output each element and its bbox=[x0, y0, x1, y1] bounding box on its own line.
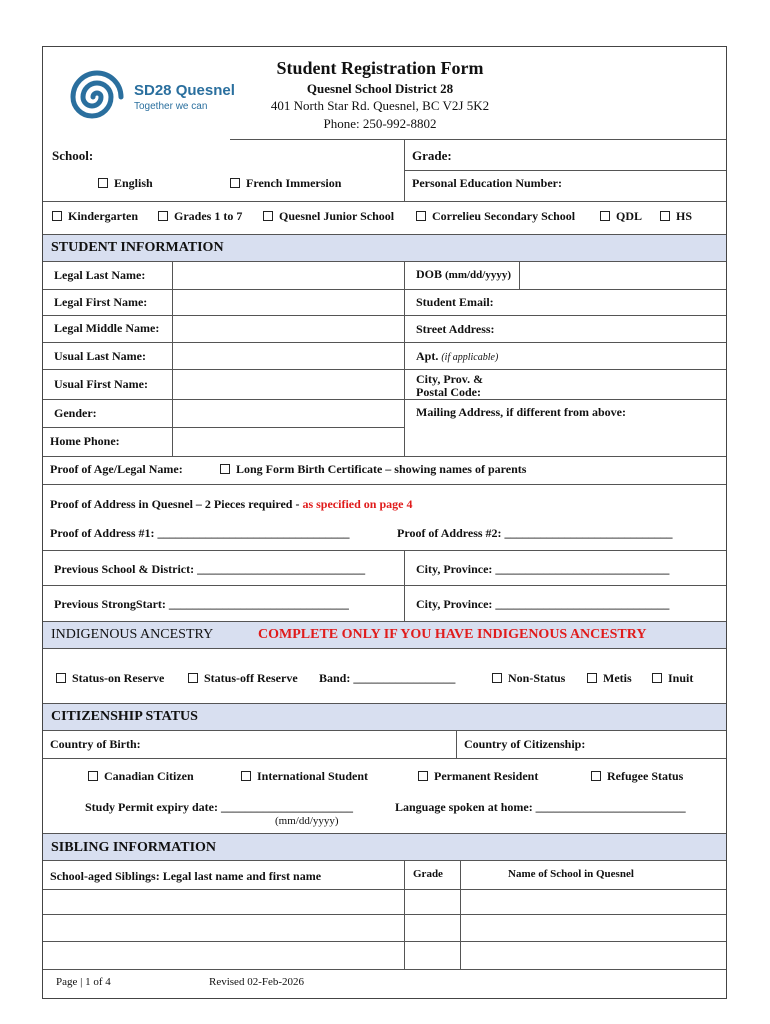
previous-strongstart-field[interactable]: Previous StrongStart: ______________________________ bbox=[54, 597, 349, 611]
international-student-checkbox[interactable] bbox=[241, 771, 251, 781]
proof-of-address-required: Proof of Address in Quesnel – 2 Pieces required - as specified on page 4 bbox=[50, 497, 413, 511]
grade-label: Grade: bbox=[412, 148, 452, 163]
district-phone: Phone: 250-992-8802 bbox=[323, 116, 437, 131]
language-at-home-field[interactable]: Language spoken at home: _________________________ bbox=[395, 800, 686, 814]
city-province-field-1[interactable]: City, Province: _____________________________ bbox=[416, 562, 670, 576]
city-prov-label: City, Prov. & bbox=[416, 372, 484, 386]
canadian-citizen-option[interactable]: Canadian Citizen bbox=[88, 769, 194, 784]
quesnel-junior-checkbox[interactable] bbox=[263, 211, 273, 221]
district-address: 401 North Star Rd. Quesnel, BC V2J 5K2 bbox=[270, 98, 490, 113]
program-hs[interactable]: HS bbox=[660, 209, 692, 224]
status-on-reserve-option[interactable]: Status-on Reserve bbox=[56, 671, 164, 686]
correlieu-checkbox[interactable] bbox=[416, 211, 426, 221]
logo-tagline: Together we can bbox=[134, 101, 208, 112]
international-student-option[interactable]: International Student bbox=[241, 769, 368, 784]
status-on-checkbox[interactable] bbox=[56, 673, 66, 683]
student-info-header: STUDENT INFORMATION bbox=[43, 234, 726, 262]
indigenous-header: INDIGENOUS ANCESTRY COMPLETE ONLY IF YOU HAVE INDIGENOUS ANCESTRY bbox=[43, 621, 726, 649]
hs-checkbox[interactable] bbox=[660, 211, 670, 221]
program-correlieu[interactable]: Correlieu Secondary School bbox=[416, 209, 575, 224]
program-qdl[interactable]: QDL bbox=[600, 209, 642, 224]
apt-label: Apt. (if applicable) bbox=[416, 349, 499, 363]
logo-main-text: SD28 Quesnel bbox=[134, 82, 235, 99]
postal-code-label: Postal Code: bbox=[416, 385, 481, 399]
permanent-resident-option[interactable]: Permanent Resident bbox=[418, 769, 538, 784]
gender-label: Gender: bbox=[54, 406, 97, 420]
grades-1-7-checkbox[interactable] bbox=[158, 211, 168, 221]
kindergarten-checkbox[interactable] bbox=[52, 211, 62, 221]
spiral-logo-icon bbox=[62, 62, 132, 132]
legal-middle-name-label: Legal Middle Name: bbox=[54, 321, 160, 335]
usual-first-name-label: Usual First Name: bbox=[54, 377, 148, 391]
qdl-checkbox[interactable] bbox=[600, 211, 610, 221]
mailing-address-label: Mailing Address, if different from above: bbox=[416, 405, 626, 419]
pen-label: Personal Education Number: bbox=[412, 176, 562, 190]
district-name: Quesnel School District 28 bbox=[306, 81, 454, 96]
street-address-label: Street Address: bbox=[416, 322, 495, 336]
form-title: Student Registration Form bbox=[276, 58, 484, 78]
dob-label: DOB (mm/dd/yyyy) bbox=[416, 267, 512, 281]
english-option[interactable]: English bbox=[98, 176, 153, 191]
refugee-status-option[interactable]: Refugee Status bbox=[591, 769, 683, 784]
revised-date: Revised 02-Feb-2026 bbox=[209, 976, 305, 988]
city-province-field-2[interactable]: City, Province: _____________________________ bbox=[416, 597, 670, 611]
sibling-row-3[interactable] bbox=[44, 942, 404, 969]
birth-certificate-checkbox[interactable] bbox=[220, 464, 230, 474]
sibling-header: SIBLING INFORMATION bbox=[43, 833, 726, 861]
proof-of-age-label: Proof of Age/Legal Name: bbox=[50, 462, 183, 476]
home-phone-label: Home Phone: bbox=[50, 434, 120, 448]
proof-of-address-1[interactable]: Proof of Address #1: ________________________________ bbox=[50, 526, 350, 540]
status-off-checkbox[interactable] bbox=[188, 673, 198, 683]
sibling-grade-column-header: Grade bbox=[413, 868, 443, 880]
inuit-checkbox[interactable] bbox=[652, 673, 662, 683]
previous-school-field[interactable]: Previous School & District: ____________________________ bbox=[54, 562, 366, 576]
country-of-citizenship-label: Country of Citizenship: bbox=[464, 737, 586, 751]
band-field[interactable]: Band: _________________ bbox=[319, 671, 456, 685]
french-immersion-checkbox[interactable] bbox=[230, 178, 240, 188]
sibling-row-2[interactable] bbox=[44, 915, 404, 941]
program-grades-1-7[interactable]: Grades 1 to 7 bbox=[158, 209, 242, 224]
page-number: Page | 1 of 4 bbox=[56, 976, 111, 988]
birth-certificate-option[interactable]: Long Form Birth Certificate – showing names of parents bbox=[220, 462, 526, 477]
english-checkbox[interactable] bbox=[98, 178, 108, 188]
metis-checkbox[interactable] bbox=[587, 673, 597, 683]
status-off-reserve-option[interactable]: Status-off Reserve bbox=[188, 671, 298, 686]
sd28-logo bbox=[62, 62, 235, 132]
french-immersion-option[interactable]: French Immersion bbox=[230, 176, 341, 191]
student-email-label: Student Email: bbox=[416, 295, 494, 309]
program-kindergarten[interactable]: Kindergarten bbox=[52, 209, 138, 224]
canadian-citizen-checkbox[interactable] bbox=[88, 771, 98, 781]
legal-first-name-label: Legal First Name: bbox=[54, 295, 148, 309]
non-status-option[interactable]: Non-Status bbox=[492, 671, 565, 686]
study-permit-field[interactable]: Study Permit expiry date: ______________________ bbox=[85, 800, 353, 814]
metis-option[interactable]: Metis bbox=[587, 671, 632, 686]
program-quesnel-junior[interactable]: Quesnel Junior School bbox=[263, 209, 394, 224]
study-permit-format: (mm/dd/yyyy) bbox=[275, 815, 339, 827]
school-label: School: bbox=[52, 148, 94, 163]
citizenship-header: CITIZENSHIP STATUS bbox=[43, 703, 726, 731]
legal-last-name-label: Legal Last Name: bbox=[54, 268, 146, 282]
inuit-option[interactable]: Inuit bbox=[652, 671, 693, 686]
usual-last-name-label: Usual Last Name: bbox=[54, 349, 146, 363]
sibling-school-column-header: Name of School in Quesnel bbox=[508, 868, 634, 880]
refugee-status-checkbox[interactable] bbox=[591, 771, 601, 781]
country-of-birth-label: Country of Birth: bbox=[50, 737, 141, 751]
non-status-checkbox[interactable] bbox=[492, 673, 502, 683]
sibling-row-1[interactable] bbox=[44, 890, 404, 914]
proof-of-address-2[interactable]: Proof of Address #2: ____________________________ bbox=[397, 526, 673, 540]
sibling-name-column-header: School-aged Siblings: Legal last name and first name bbox=[50, 869, 322, 883]
permanent-resident-checkbox[interactable] bbox=[418, 771, 428, 781]
